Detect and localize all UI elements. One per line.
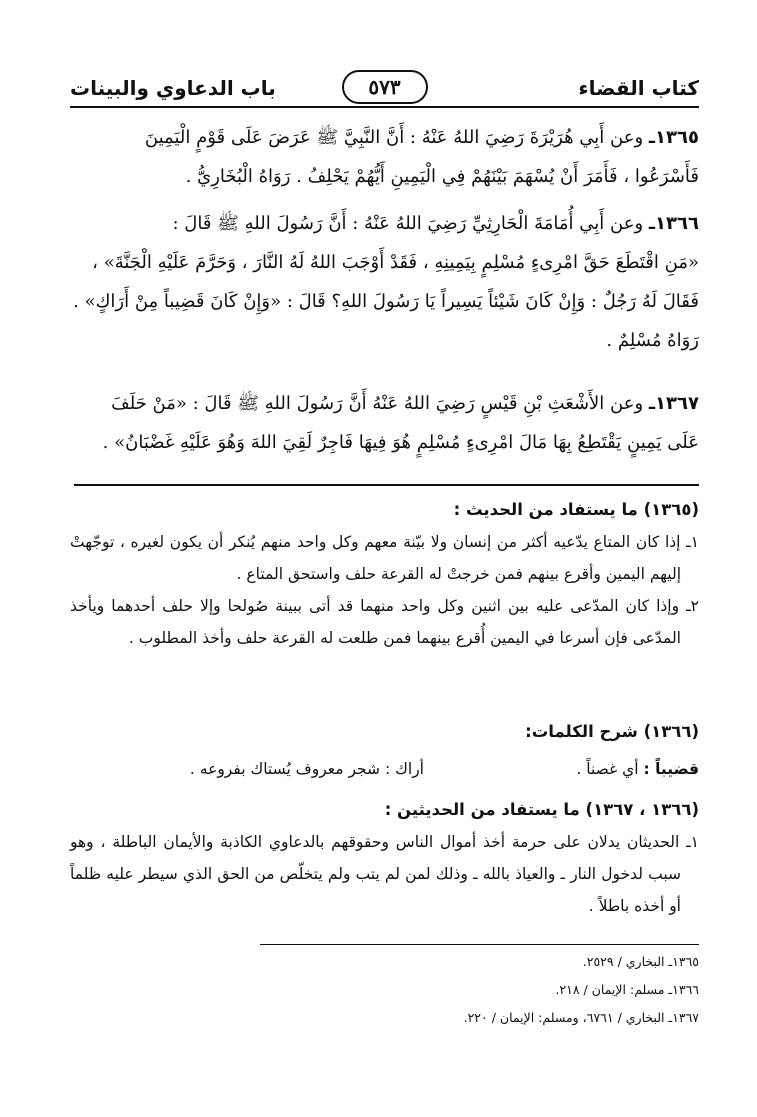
footnote: ١٣٦٥ـ البخاري / ٢٥٢٩. — [582, 954, 699, 969]
word-meaning: أي غصناً . — [576, 760, 644, 778]
footnote: ١٣٦٦ـ مسلم: الإيمان / ٢١٨. — [555, 982, 699, 997]
word-definition: أراك : شجر معروف يُستاك بفروعه . — [189, 760, 424, 778]
hadith-line: ١٣٦٥ـ وعن أَبِي هُرَيْرَةَ رَضِيَ اللهُ عَنْهُ : أَنَّ النَّبِيَّ ﷺ عَرَضَ عَلَى قَوْمٍ الْيَمِينَ — [144, 127, 699, 148]
section-title: (١٣٦٥) ما يستفاد من الحديث : — [453, 500, 699, 519]
hadith-line: عَلَى يَمِينٍ يَقْتَطِعُ بِهَا مَالَ امْرِىءٍ مُسْلِمٍ هُوَ فِيهَا فَاجِرٌ لَقِيَ اللهَ وَهُوَ عَلَيْهِ غَضْبَانُ» . — [102, 432, 699, 453]
footnote: ١٣٦٧ـ البخاري / ٦٧٦١، ومسلم: الإيمان / ٢٢٠. — [463, 1010, 699, 1025]
book-title: كتاب القضاء — [578, 76, 699, 100]
hadith-line: فَأَسْرَعُوا ، فَأَمَرَ أَنْ يُسْهَمَ بَيْنَهُمْ فِي الْيَمِينِ أَيُّهُمْ يَحْلِفُ . رَوَاهُ الْبُخَارِيُّ . — [185, 166, 699, 187]
hadith-number: ١٣٦٦ـ — [648, 213, 699, 234]
hadith-1365 — [70, 118, 699, 196]
word-term: قضيباً : — [643, 760, 699, 778]
hadith-1366 — [70, 204, 699, 360]
chapter-title: باب الدعاوي والبينات — [70, 76, 276, 100]
page-header — [70, 70, 699, 112]
commentary-1365 — [70, 494, 699, 654]
commentary-item: ١ـ إذا كان المتاع يدّعيه أكثر من إنسان ولا بيّنة معهم وكل واحد منهم يُنكر أن يكون لغيره ، توجّهتْ إليهم اليمين وأقرع بينهم فمن خرجتْ له القرعة حلف واستحق المتاع . — [70, 533, 699, 583]
hadith-line: فَقَالَ لَهُ رَجُلٌ : وَإِنْ كَانَ شَيْئاً يَسِيراً يَا رَسُولَ اللهِ؟ قَالَ : «وَإِنْ كَانَ قَضِيباً مِنْ أَرَاكٍ» . — [73, 291, 699, 312]
section-title: (١٣٦٦ ، ١٣٦٧) ما يستفاد من الحديثين : — [384, 800, 699, 819]
words-title-block — [70, 716, 699, 748]
hadith-line: ١٣٦٦ـ وعن أَبِي أُمَامَةَ الْحَارِثِيِّ رَضِيَ اللهُ عَنْهُ : أَنَّ رَسُولَ اللهِ ﷺ قَالَ : — [172, 213, 699, 234]
hadith-1367 — [70, 384, 699, 462]
word-definitions — [70, 760, 699, 790]
hadith-line: رَوَاهُ مُسْلِمٌ . — [606, 330, 699, 351]
page-number: ٥٧٣ — [342, 70, 428, 104]
commentary-1366-1367 — [70, 794, 699, 922]
hadith-number: ١٣٦٧ـ — [648, 393, 699, 414]
footnote-rule — [260, 944, 699, 945]
section-divider — [74, 484, 699, 486]
hadith-line: «مَنِ اقْتَطَعَ حَقَّ امْرِىءٍ مُسْلِمٍ بِيَمِينِهِ ، فَقَدْ أَوْجَبَ اللهُ لَهُ النَّارَ ، وَحَرَّمَ عَلَيْهِ الْجَنَّةَ» ، — [92, 252, 699, 273]
commentary-item: ٢ـ وإذا كان المدّعى عليه بين اثنين وكل واحد منهما قد أتى ببينة صُولحا وإلا حلف أحدهما ويأخذ المدّعى فإن أسرعا في اليمين أُقرع بينهما فمن طلعت له القرعة حلف وأخذ المطلوب . — [70, 597, 699, 647]
commentary-item: ١ـ الحديثان يدلان على حرمة أخذ أموال الناس وحقوقهم بالدعاوي الكاذبة والأيمان الباطلة ، وهو سبب لدخول النار ـ والعياذ بالله ـ وذلك لمن لم يتب ولم يتخلّص من الحق الذي سيطر عليه ظلماً أو أخذه باطلاً . — [70, 833, 699, 915]
header-rule — [70, 106, 699, 108]
footnotes — [70, 948, 699, 1032]
hadith-number: ١٣٦٥ـ — [648, 127, 699, 148]
word-definition — [576, 760, 699, 778]
hadith-line: ١٣٦٧ـ وعن الأَشْعَثِ بْنِ قَيْسٍ رَضِيَ اللهُ عَنْهُ أَنَّ رَسُولَ اللهِ ﷺ قَالَ : «مَنْ حَلَفَ — [111, 393, 699, 414]
section-title: (١٣٦٦) شرح الكلمات: — [525, 722, 699, 741]
